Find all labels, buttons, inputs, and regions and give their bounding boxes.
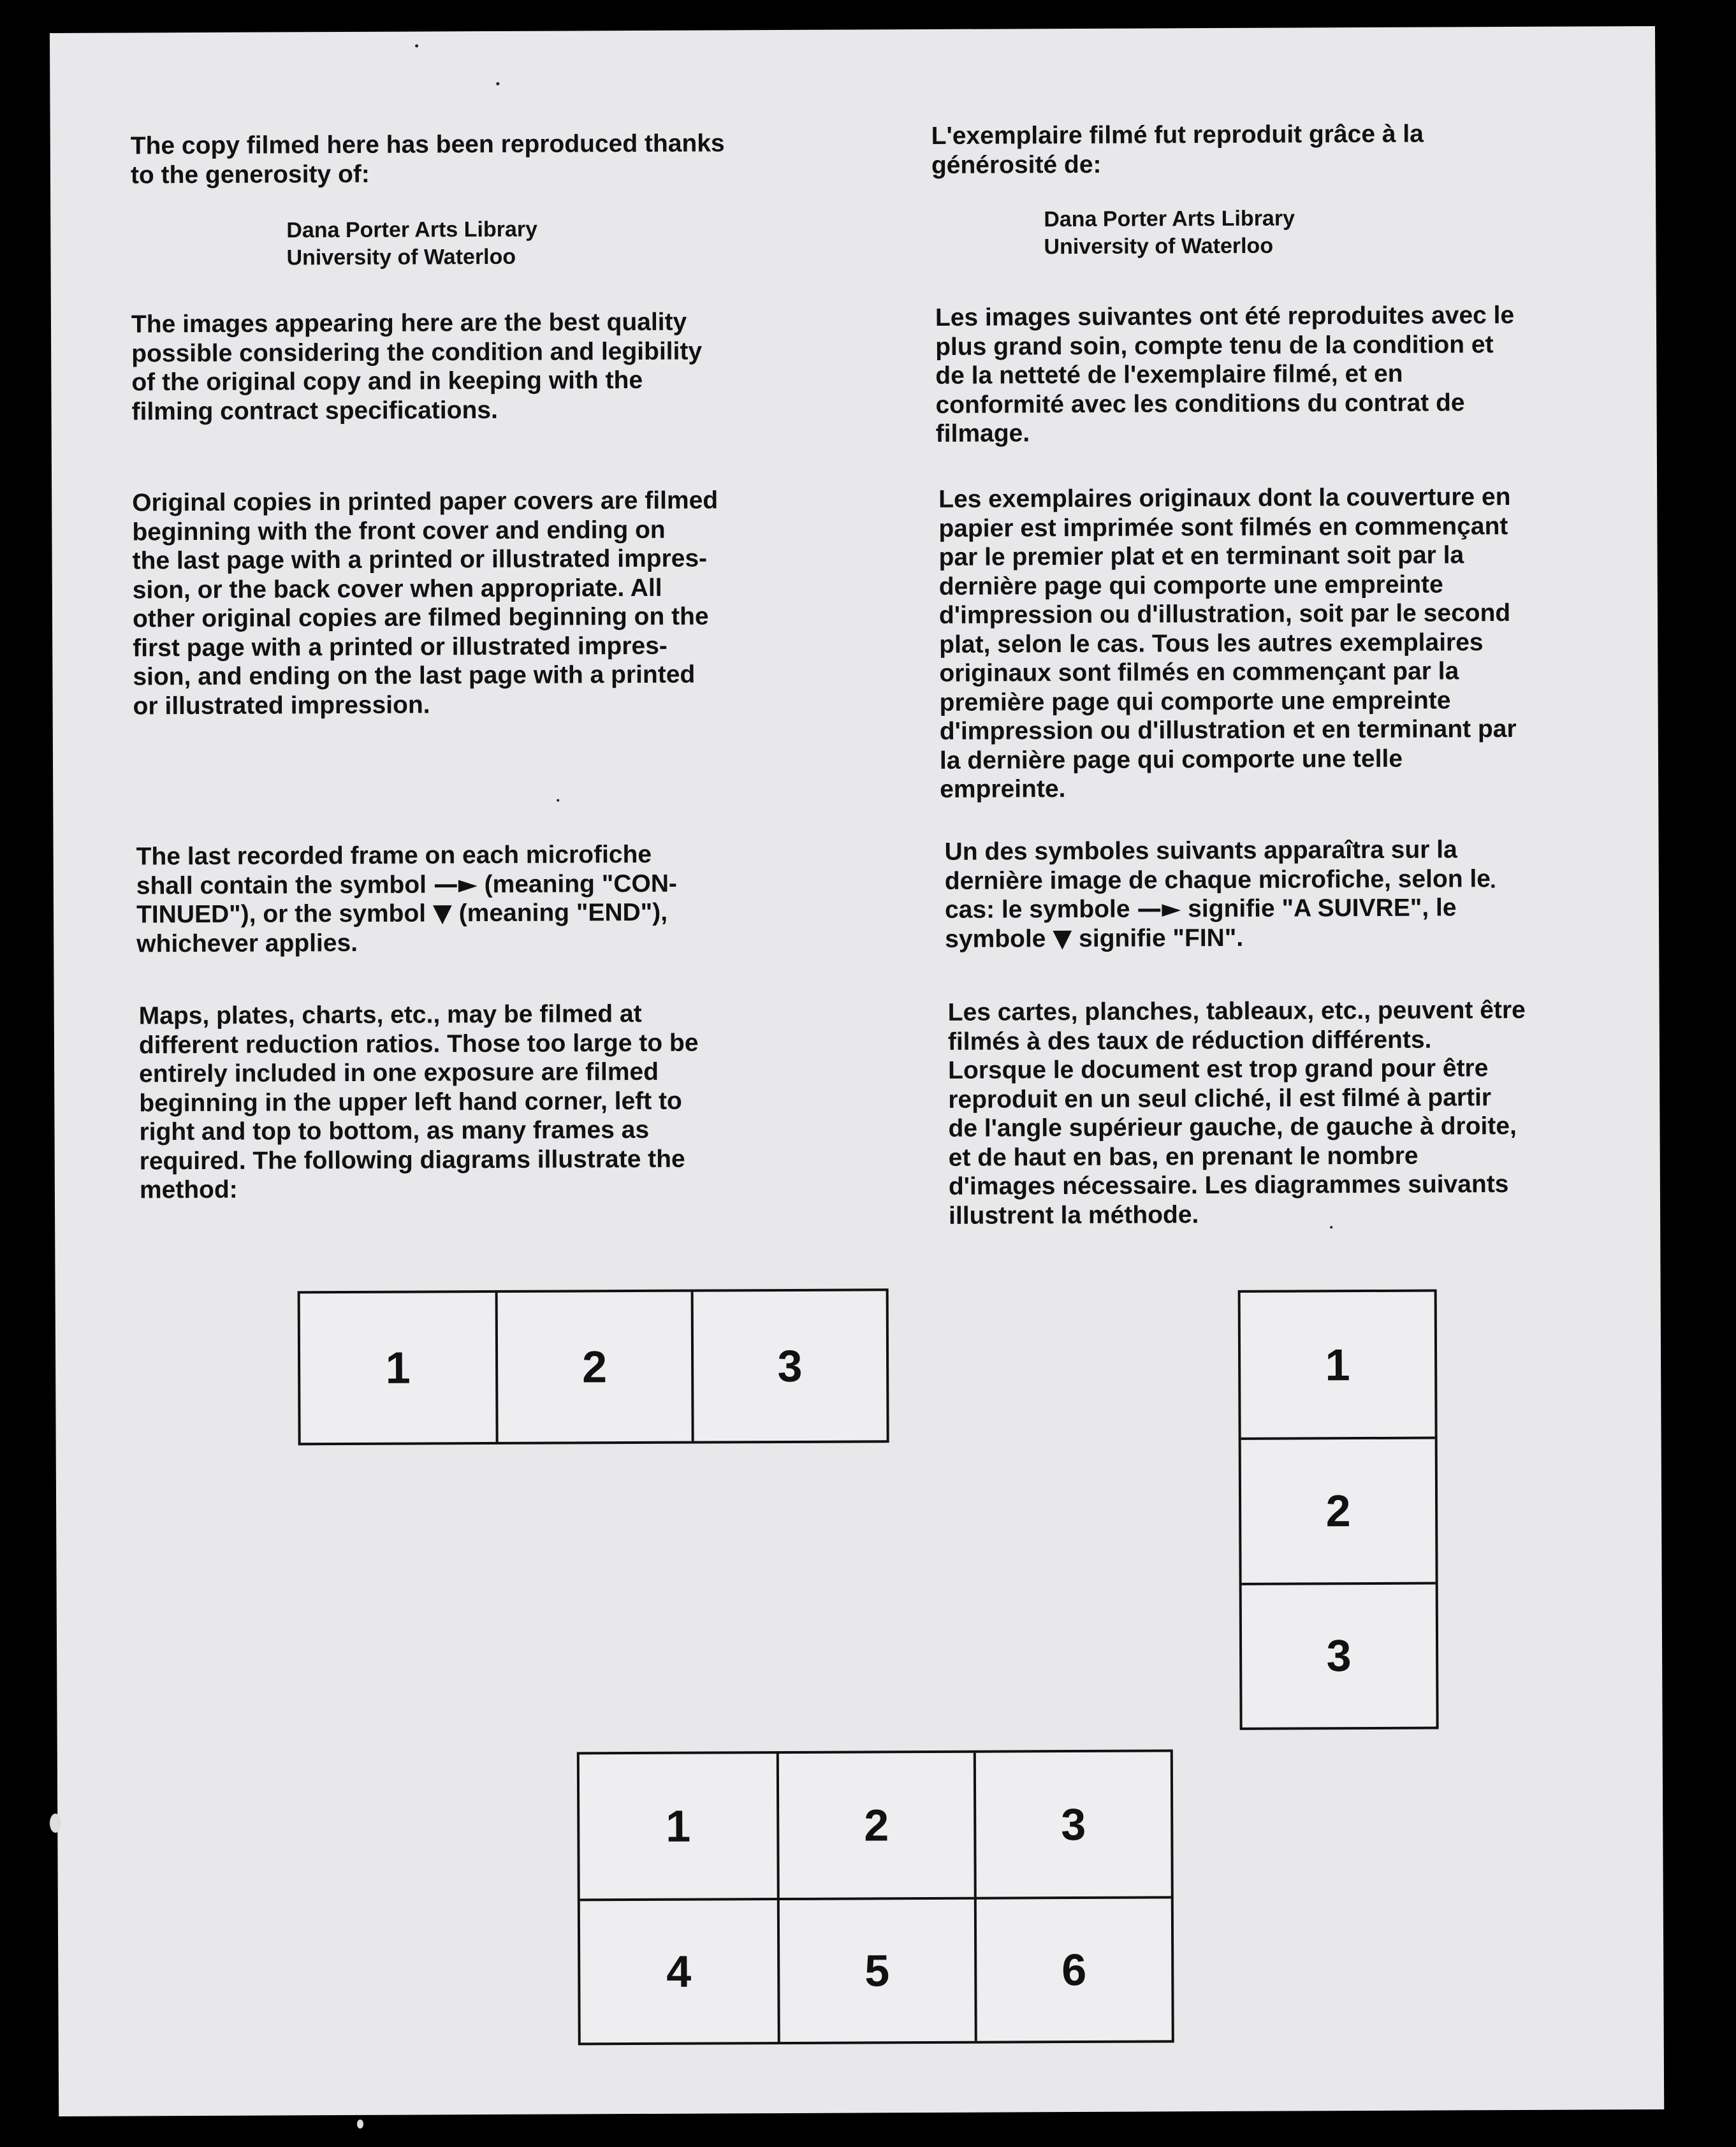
english-maps-paragraph: Maps, plates, charts, etc., may be filmed at different reduction ratios. Those too large to be entirely included in one exposure are filmed beginning in the upper left hand corner, left to right and top to bottom, as many frames as required. The following diagrams illustrate the method: [138, 1000, 699, 1204]
filmed-document-page [50, 26, 1664, 2116]
continued-arrow-icon: —► [433, 870, 478, 899]
dust-speck [496, 82, 499, 85]
french-thanks-text: L'exemplaire filmé fut reproduit grâce à la générosité de: [931, 120, 1424, 179]
frame-cell: 1 [385, 1343, 411, 1393]
english-originals-paragraph: Original copies in printed paper covers are filmed beginning with the front cover and ending on the last page with a printed or illustrated impres- sion, or the back cover when appropriate. All other original copies are filmed beginning on the first page with a printed or illustrated impres- sion, and ending on the last page with a printed or illustrated impression. [132, 486, 718, 720]
frame-cell: 2 [777, 1753, 974, 1898]
french-quality-paragraph: Les images suivantes ont été reproduites avec le plus grand soin, compte tenu de la condition et de la netteté de l'exemplaire filmé, et en conformité avec les conditions du contrat de filmage. [935, 301, 1515, 448]
french-symbols-text-3: signifie "FIN". [1072, 924, 1244, 952]
edge-artifact [50, 1814, 61, 1833]
english-symbols-text-1: The last recorded frame on each microfiche shall contain the symbol [136, 840, 652, 899]
french-library-name: Dana Porter Arts Library University of Waterloo [1044, 206, 1295, 259]
end-triangle-icon: ▼ [1053, 924, 1072, 953]
frame-cell: 4 [580, 1898, 778, 2042]
diagram-row-of-three [298, 1288, 889, 1445]
french-originals-paragraph: Les exemplaires originaux dont la couverture en papier est imprimée sont filmés en commençant par le premier plat et en terminant soit par la dernière page qui comporte une empreinte d'impression ou d'illustration, soit par le second plat, selon le cas. Tous les autres exemplaires originaux sont filmés en commençant par la première page qui comporte une empreinte d'impression ou d'illustration et en terminant par la dernière page qui comporte une telle empreinte. [938, 483, 1517, 803]
edge-artifact [357, 2120, 363, 2129]
frame-cell: 2 [1241, 1437, 1436, 1583]
english-symbols-text-3: (meaning "END"), whichever applies. [136, 898, 668, 957]
english-symbols-paragraph [136, 840, 678, 959]
diagram-grid-two-by-three [577, 1749, 1174, 2045]
frame-cell: 6 [974, 1896, 1172, 2041]
dust-speck [1330, 1226, 1332, 1228]
frame-cell: 3 [974, 1752, 1171, 1896]
english-thanks-text: The copy filmed here has been reproduced thanks to the generosity of: [130, 129, 725, 189]
dust-speck [415, 44, 418, 47]
dust-speck [1491, 884, 1495, 888]
french-symbols-text-2: signifie "A SUIVRE", le symbole [945, 894, 1457, 953]
dust-speck [557, 799, 559, 802]
french-symbols-text-1: Un des symboles suivants apparaîtra sur la dernière image de chaque microfiche, selon le cas: le symbole [944, 836, 1491, 924]
frame-cell: 1 [1325, 1339, 1350, 1390]
diagram-column-of-three [1238, 1290, 1439, 1730]
frame-cell: 2 [495, 1292, 691, 1442]
french-maps-paragraph: Les cartes, planches, tableaux, etc., peuvent être filmés à des taux de réduction différents. Lorsque le document est trop grand pour être reproduit en un seul cliché, il est filmé à partir de l'angle supérieur gauche, de gauche à droite, et de haut en bas, en prenant le nombre d'images nécessaire. Les diagrammes suivants illustrent la méthode. [947, 996, 1526, 1230]
french-symbols-paragraph [945, 835, 1491, 954]
english-library-name: Dana Porter Arts Library University of Waterloo [286, 217, 538, 270]
frame-cell: 3 [690, 1291, 886, 1441]
continued-arrow-icon: —► [1137, 894, 1181, 924]
english-symbols-text-2: (meaning "CON- TINUED"), or the symbol [136, 870, 678, 929]
frame-cell: 1 [666, 1801, 691, 1851]
frame-cell: 3 [1242, 1582, 1436, 1728]
end-triangle-icon: ▼ [432, 899, 452, 928]
english-quality-paragraph: The images appearing here are the best quality possible considering the condition and legibility of the original copy and in keeping with the filming contract specifications. [131, 308, 703, 425]
frame-cell: 5 [777, 1897, 975, 2042]
